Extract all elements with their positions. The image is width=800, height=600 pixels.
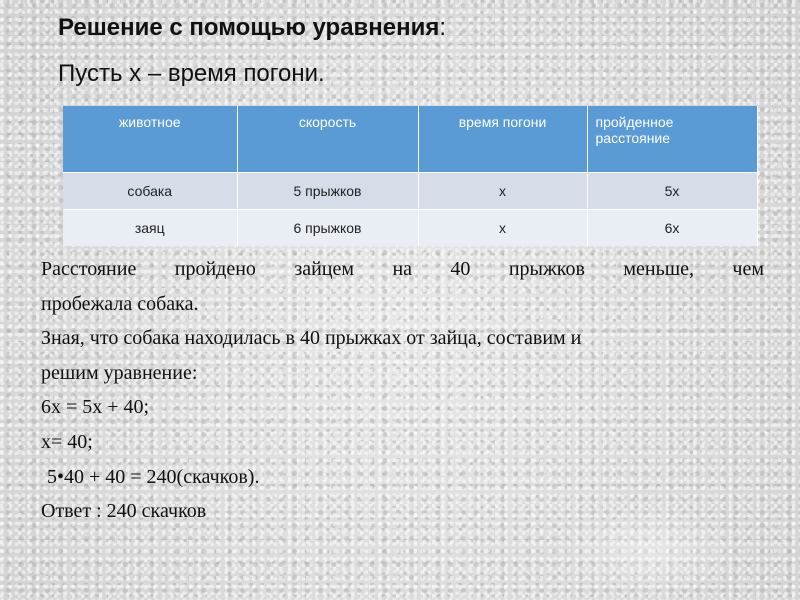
equation-line: 6х = 5х + 40;: [41, 396, 150, 419]
text-line: пробежала собака.: [41, 292, 199, 315]
table-cell: 5х: [587, 173, 757, 210]
table-header-row: [63, 106, 757, 173]
table-cell: 6 прыжков: [237, 210, 418, 247]
equation-line: 5•40 + 40 = 240(скачков).: [47, 465, 260, 488]
table-header-chase-time: время погони: [418, 106, 587, 173]
table-header-speed: скорость: [237, 106, 418, 173]
slide-subheading: Пусть х – время погони.: [58, 60, 325, 87]
text-line: решим уравнение:: [41, 361, 198, 384]
equation-line: х= 40;: [41, 430, 93, 453]
table-header-distance: пройденное расстояние: [587, 106, 757, 173]
table-cell: 5 прыжков: [237, 173, 418, 210]
table-cell: х: [418, 173, 587, 210]
table-header-animal: животное: [63, 106, 237, 173]
heading-colon: :: [439, 14, 447, 41]
table-cell: заяц: [63, 210, 237, 247]
heading-title: Решение с помощью уравнения: [58, 14, 440, 41]
text-line: Зная, что собака находилась в 40 прыжках от зайца, составим и: [41, 327, 582, 350]
data-table: [63, 106, 758, 246]
table-row: [63, 210, 757, 247]
solution-text: [41, 252, 764, 529]
slide-heading: [58, 10, 446, 46]
text-line: Расстояние пройдено зайцем на 40 прыжков меньше, чем: [41, 258, 764, 280]
table-cell: 6х: [587, 210, 757, 247]
table-cell: собака: [63, 173, 237, 210]
table-row: [63, 173, 757, 210]
table-cell: х: [418, 210, 587, 247]
answer-line: Ответ : 240 скачков: [41, 500, 207, 523]
